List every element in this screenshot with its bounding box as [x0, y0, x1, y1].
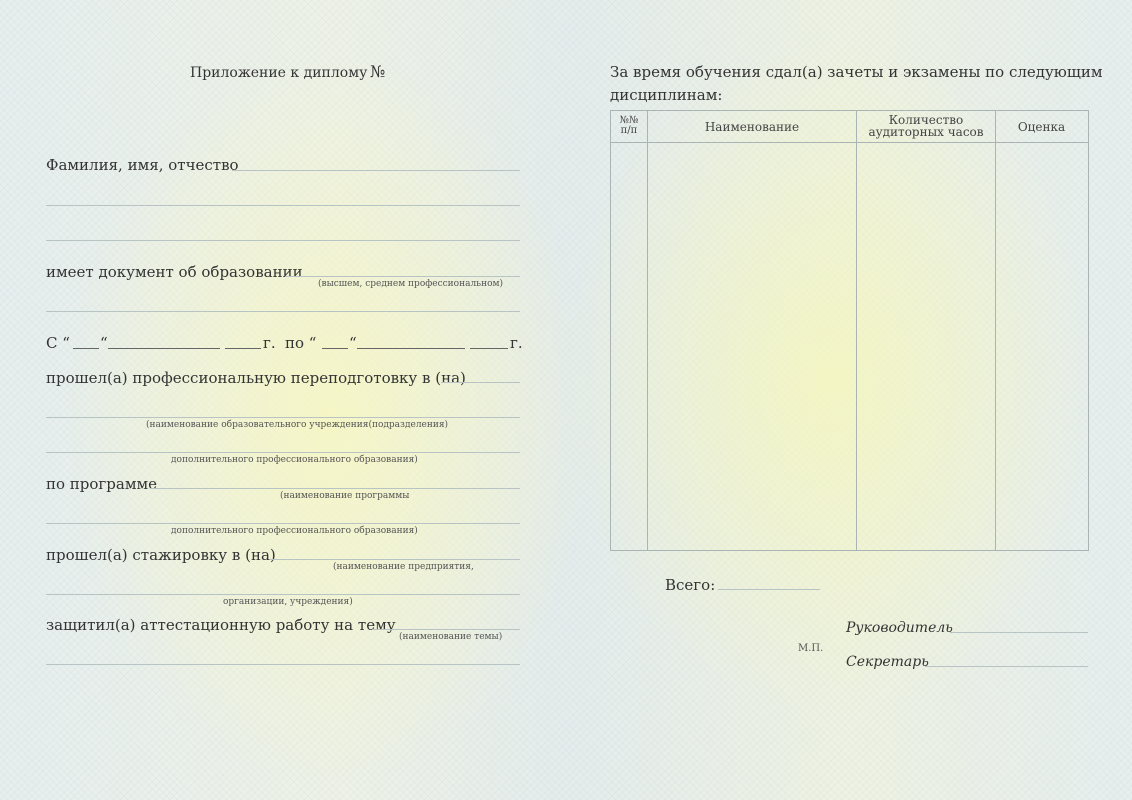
program-line-2[interactable] — [46, 523, 520, 524]
disciplines-intro: За время обучения сдал(а) зачеты и экзамены по следующим — [610, 63, 1103, 81]
retraining-line-3[interactable] — [46, 452, 520, 453]
date-year-2: г. — [510, 334, 523, 352]
date-from-quote: “ — [100, 334, 108, 352]
fio-line-2[interactable] — [46, 205, 520, 206]
col-header-number — [611, 116, 647, 136]
date-from-day[interactable] — [73, 348, 99, 349]
internship-line-1[interactable] — [270, 559, 520, 560]
fio-line-1[interactable] — [232, 170, 520, 171]
retraining-line-2[interactable] — [46, 417, 520, 418]
secretary-label: Секретарь — [846, 654, 929, 670]
thesis-line-2[interactable] — [46, 664, 520, 665]
date-to-day[interactable] — [322, 348, 348, 349]
col-header-number-line2: п/п — [620, 125, 638, 136]
total-label: Всего: — [665, 576, 716, 594]
col-header-grade: Оценка — [1017, 120, 1066, 134]
program-line-1[interactable] — [150, 488, 520, 489]
edu-doc-label: имеет документ об образовании — [46, 263, 303, 281]
fio-label: Фамилия, имя, отчество — [46, 156, 239, 174]
retraining-label: прошел(а) профессиональную переподготовку в (на) — [46, 369, 466, 387]
date-from-month[interactable] — [108, 348, 220, 349]
appendix-title: Приложение к диплому — [190, 65, 368, 81]
dpo-hint-2: дополнительного профессионального образования) — [171, 526, 418, 536]
retraining-line-1[interactable] — [442, 382, 520, 383]
col-header-name: Наименование — [704, 120, 800, 134]
program-hint: (наименование программы — [280, 491, 410, 501]
thesis-line-1[interactable] — [372, 629, 520, 630]
date-from-year[interactable] — [225, 348, 261, 349]
table-col-divider-2 — [856, 110, 857, 550]
date-to-quote: “ — [349, 334, 357, 352]
col-header-hours — [857, 114, 995, 138]
head-signature-line[interactable] — [950, 632, 1088, 633]
total-line[interactable] — [718, 589, 820, 590]
table-col-divider-1 — [647, 110, 648, 550]
disciplines-intro-2: дисциплинам: — [610, 86, 723, 104]
stamp-label: М.П. — [798, 643, 824, 654]
secretary-signature-line[interactable] — [925, 666, 1088, 667]
table-col-divider-3 — [995, 110, 996, 550]
col-header-hours-line1: Количество — [888, 113, 964, 127]
date-to-year[interactable] — [470, 348, 508, 349]
thesis-label: защитил(а) аттестационную работу на тему — [46, 616, 396, 634]
date-year-1: г. — [263, 334, 276, 352]
org-hint: организации, учреждения) — [223, 597, 353, 607]
date-from-label: С “ — [46, 334, 70, 352]
edu-doc-line-2[interactable] — [46, 311, 520, 312]
head-label: Руководитель — [846, 620, 953, 636]
edu-doc-hint: (высшем, среднем профессиональном) — [318, 279, 504, 289]
edu-doc-line[interactable] — [285, 276, 520, 277]
internship-line-2[interactable] — [46, 594, 520, 595]
col-header-hours-line2: аудиторных часов — [868, 125, 984, 139]
institution-hint: (наименование образовательного учреждения(подразделения) — [146, 420, 449, 430]
col-header-number-line1: №№ — [619, 115, 639, 126]
program-label: по программе — [46, 475, 158, 493]
date-to-month[interactable] — [357, 348, 465, 349]
thesis-hint: (наименование темы) — [399, 632, 503, 642]
enterprise-hint: (наименование предприятия, — [333, 562, 474, 572]
table-header-divider — [610, 142, 1088, 143]
internship-label: прошел(а) стажировку в (на) — [46, 546, 276, 564]
dpo-hint-1: дополнительного профессионального образования) — [171, 455, 418, 465]
number-sign: № — [370, 62, 386, 81]
fio-line-3[interactable] — [46, 240, 520, 241]
date-to-label: по “ — [285, 334, 317, 352]
table-border — [610, 110, 1089, 551]
